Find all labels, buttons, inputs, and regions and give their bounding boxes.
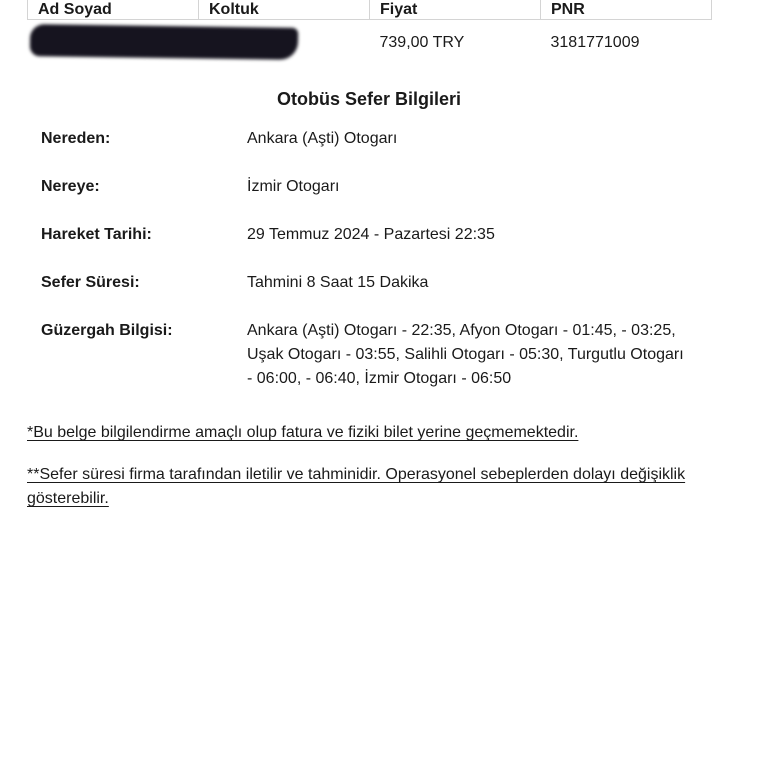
duration-note: **Sefer süresi firma tarafından iletilir ve tahminidir. Operasyonel sebeplerden dolayı değişiklik gösterebilir.: [27, 466, 686, 507]
duration-value: Tahmini 8 Saat 15 Dakika: [247, 274, 429, 291]
ticket-header-row: [28, 0, 712, 20]
header-seat: Koltuk: [199, 0, 370, 20]
header-pnr: PNR: [541, 0, 712, 20]
disclaimer-note: *Bu belge bilgilendirme amaçlı olup fatura ve fiziki bilet yerine geçmemektedir.: [27, 424, 579, 441]
redaction-mark: [30, 24, 298, 60]
pnr-cell: 3181771009: [550, 34, 640, 51]
from-value: Ankara (Aşti) Otogarı: [247, 130, 398, 147]
header-name: Ad Soyad: [28, 0, 199, 20]
departure-label: Hareket Tarihi:: [41, 226, 152, 243]
price-cell: 739,00 TRY: [379, 34, 465, 51]
from-label: Nereden:: [41, 130, 111, 147]
to-value: İzmir Otogarı: [247, 178, 340, 195]
duration-label: Sefer Süresi:: [41, 274, 140, 291]
to-label: Nereye:: [41, 178, 100, 195]
route-label: Güzergah Bilgisi:: [41, 322, 173, 339]
section-title: Otobüs Sefer Bilgileri: [276, 89, 462, 109]
departure-value: 29 Temmuz 2024 - Pazartesi 22:35: [247, 226, 495, 243]
route-value: Ankara (Aşti) Otogarı - 22:35, Afyon Otogarı - 01:45, - 03:25, Uşak Otogarı - 03:55, Salihli Otogarı - 05:30, Turgutlu Otogarı - 06:00, - 06:40, İzmir Otogarı - 06:50: [247, 322, 684, 387]
header-price: Fiyat: [370, 0, 541, 20]
